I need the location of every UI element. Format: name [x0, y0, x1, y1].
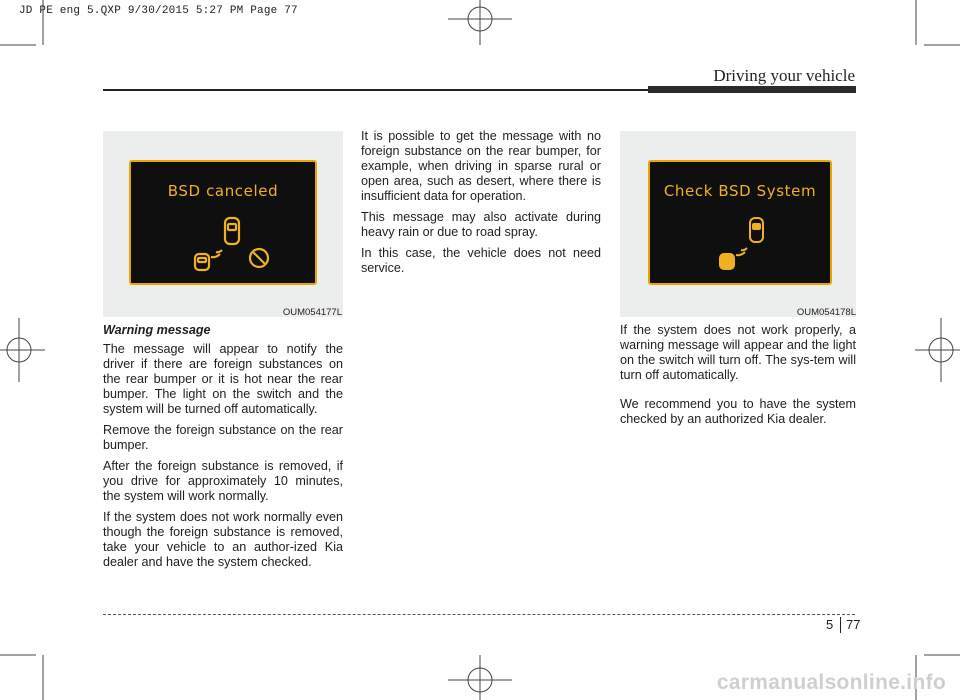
- watermark: carmanualsonline.info: [716, 671, 946, 694]
- paragraph: If the system does not work normally even though the foreign substance is removed, take your vehicle to an author-ized Kia dealer and have the system checked.: [103, 510, 343, 569]
- print-slug: JD PE eng 5.QXP 9/30/2015 5:27 PM Page 77: [19, 5, 298, 17]
- header-bar: [648, 86, 856, 93]
- figure-code-right: OUM054178L: [796, 307, 856, 318]
- car-radar-blocked-icon: [189, 212, 285, 282]
- page-number: 77: [846, 617, 861, 632]
- left-column: [103, 323, 343, 576]
- paragraph: In this case, the vehicle does not need service.: [361, 246, 601, 275]
- paragraph: Remove the foreign substance on the rear bumper.: [103, 423, 343, 452]
- figure-bsd-canceled: [103, 131, 343, 317]
- paragraph: We recommend you to have the system checked by an authorized Kia dealer.: [620, 397, 856, 426]
- right-column: [620, 323, 856, 433]
- paragraph: If the system does not work properly, a warning message will appear and the light on the switch will turn off. The sys-tem will turn off automatically.: [620, 323, 856, 382]
- paragraph: This message may also activate during heavy rain or due to road spray.: [361, 210, 601, 239]
- cluster-display: [648, 160, 832, 285]
- footer-rule: [103, 614, 855, 615]
- cluster-display: [129, 160, 317, 285]
- display-message: Check BSD System: [663, 182, 817, 200]
- paragraph: It is possible to get the message with no foreign substance on the rear bumper, for example, when driving in sparse rural or open area, such as desert, where there is insufficient data for operation.: [361, 129, 601, 203]
- paragraph: The message will appear to notify the driver if there are foreign substances on the rear bumper or it is hot near the rear bumper. The light on the switch and the system will be turned off automatically.: [103, 342, 343, 416]
- section-title: Driving your vehicle: [713, 66, 855, 85]
- display-message: BSD canceled: [167, 182, 279, 200]
- car-radar-icon: [712, 214, 792, 284]
- chapter-number: 5: [826, 617, 834, 632]
- middle-column: [361, 129, 601, 282]
- figure-check-bsd-system: [620, 131, 856, 317]
- paragraph: After the foreign substance is removed, if you drive for approximately 10 minutes, the system will work normally.: [103, 459, 343, 503]
- page-divider: [840, 617, 841, 633]
- subheading: Warning message: [103, 323, 211, 337]
- figure-code-left: OUM054177L: [282, 307, 342, 318]
